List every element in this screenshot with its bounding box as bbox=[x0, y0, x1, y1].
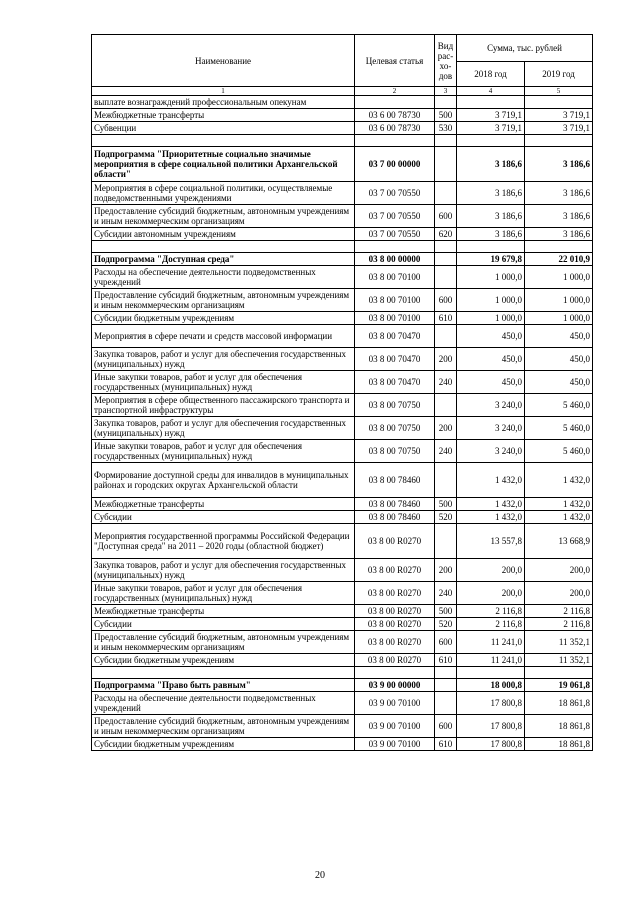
cell-sum-2018: 450,0 bbox=[457, 371, 525, 394]
cell-name: Предоставление субсидий бюджетным, автономным учреждениям и иным некоммерческим организациям bbox=[92, 631, 355, 654]
cell-sum-2018: 3 186,6 bbox=[457, 147, 525, 182]
cell-sum-2018: 17 800,8 bbox=[457, 692, 525, 715]
cell-expense-type: 500 bbox=[435, 605, 457, 618]
cell-sum-2019: 11 352,1 bbox=[525, 654, 593, 667]
cell-target-code: 03 9 00 70100 bbox=[355, 715, 435, 738]
cell-name: Иные закупки товаров, работ и услуг для обеспечения государственных (муниципальных) нужд bbox=[92, 582, 355, 605]
table-row bbox=[92, 122, 593, 135]
cell-target-code: 03 6 00 78730 bbox=[355, 122, 435, 135]
cell-sum-2018: 1 000,0 bbox=[457, 289, 525, 312]
table-row bbox=[92, 312, 593, 325]
cell-target-code: 03 8 00 78460 bbox=[355, 511, 435, 524]
cell-name: Предоставление субсидий бюджетным, автономным учреждениям и иным некоммерческим организациям bbox=[92, 715, 355, 738]
cell-expense-type: 240 bbox=[435, 440, 457, 463]
cell-sum-2018: 1 432,0 bbox=[457, 498, 525, 511]
column-number: 4 bbox=[457, 87, 525, 96]
cell-expense-type bbox=[435, 325, 457, 348]
cell-name: Межбюджетные трансферты bbox=[92, 605, 355, 618]
cell-sum-2018: 3 240,0 bbox=[457, 440, 525, 463]
cell-name: Подпрограмма "Приоритетные социально значимые мероприятия в сфере социальной политики Архангельской области" bbox=[92, 147, 355, 182]
cell-target-code: 03 8 00 70470 bbox=[355, 348, 435, 371]
table-row bbox=[92, 394, 593, 417]
column-number: 1 bbox=[92, 87, 355, 96]
table-row bbox=[92, 417, 593, 440]
cell-target-code: 03 8 00 R0270 bbox=[355, 605, 435, 618]
cell-target-code: 03 8 00 78460 bbox=[355, 463, 435, 498]
column-number: 5 bbox=[525, 87, 593, 96]
cell-name: Формирование доступной среды для инвалидов в муниципальных районах и городских округах Архангельской области bbox=[92, 463, 355, 498]
cell-sum-2018 bbox=[457, 96, 525, 109]
cell-expense-type bbox=[435, 679, 457, 692]
cell-name: Закупка товаров, работ и услуг для обеспечения государственных (муниципальных) нужд bbox=[92, 348, 355, 371]
cell-name: Предоставление субсидий бюджетным, автономным учреждениям и иным некоммерческим организациям bbox=[92, 289, 355, 312]
cell-expense-type bbox=[435, 182, 457, 205]
cell-sum-2018: 3 240,0 bbox=[457, 394, 525, 417]
cell-expense-type: 200 bbox=[435, 417, 457, 440]
cell-name: Мероприятия в сфере печати и средств массовой информации bbox=[92, 325, 355, 348]
table-row bbox=[92, 511, 593, 524]
header-vid: Вид рас- хо- дов bbox=[435, 35, 457, 87]
cell-name: Подпрограмма "Право быть равным" bbox=[92, 679, 355, 692]
cell-sum-2018: 200,0 bbox=[457, 559, 525, 582]
table-row bbox=[92, 605, 593, 618]
cell-target-code: 03 8 00 R0270 bbox=[355, 631, 435, 654]
cell-expense-type bbox=[435, 147, 457, 182]
table-row bbox=[92, 182, 593, 205]
empty-cell bbox=[355, 241, 435, 253]
cell-expense-type bbox=[435, 524, 457, 559]
empty-cell bbox=[435, 667, 457, 679]
subprogram-row bbox=[92, 253, 593, 266]
cell-sum-2018: 1 432,0 bbox=[457, 511, 525, 524]
cell-target-code: 03 9 00 00000 bbox=[355, 679, 435, 692]
cell-sum-2019: 5 460,0 bbox=[525, 417, 593, 440]
cell-expense-type: 200 bbox=[435, 559, 457, 582]
cell-sum-2019 bbox=[525, 96, 593, 109]
header-code: Целевая статья bbox=[355, 35, 435, 87]
cell-sum-2019: 200,0 bbox=[525, 582, 593, 605]
cell-name: Субсидии автономным учреждениям bbox=[92, 228, 355, 241]
cell-target-code bbox=[355, 96, 435, 109]
cell-sum-2019: 19 061,8 bbox=[525, 679, 593, 692]
header-name: Наименование bbox=[92, 35, 355, 87]
table-row bbox=[92, 524, 593, 559]
table-row bbox=[92, 228, 593, 241]
cell-sum-2018: 450,0 bbox=[457, 325, 525, 348]
cell-expense-type bbox=[435, 253, 457, 266]
table-row bbox=[92, 348, 593, 371]
budget-table bbox=[91, 34, 593, 751]
cell-sum-2019: 2 116,8 bbox=[525, 618, 593, 631]
cell-name: выплате вознаграждений профессиональным опекунам bbox=[92, 96, 355, 109]
cell-sum-2018: 3 719,1 bbox=[457, 109, 525, 122]
cell-target-code: 03 8 00 70100 bbox=[355, 266, 435, 289]
cell-name: Расходы на обеспечение деятельности подведомственных учреждений bbox=[92, 266, 355, 289]
cell-sum-2018: 13 557,8 bbox=[457, 524, 525, 559]
cell-expense-type: 520 bbox=[435, 618, 457, 631]
cell-sum-2018: 3 186,6 bbox=[457, 182, 525, 205]
empty-cell bbox=[457, 241, 525, 253]
cell-sum-2018: 3 719,1 bbox=[457, 122, 525, 135]
cell-name: Закупка товаров, работ и услуг для обеспечения государственных (муниципальных) нужд bbox=[92, 559, 355, 582]
column-numbers-row bbox=[92, 87, 593, 96]
table-row bbox=[92, 96, 593, 109]
empty-cell bbox=[525, 135, 593, 147]
cell-sum-2018: 3 240,0 bbox=[457, 417, 525, 440]
spacer-row bbox=[92, 135, 593, 147]
cell-expense-type bbox=[435, 96, 457, 109]
cell-sum-2019: 2 116,8 bbox=[525, 605, 593, 618]
subprogram-row bbox=[92, 679, 593, 692]
cell-target-code: 03 8 00 70100 bbox=[355, 312, 435, 325]
table-row bbox=[92, 654, 593, 667]
empty-cell bbox=[92, 667, 355, 679]
cell-expense-type: 240 bbox=[435, 371, 457, 394]
column-number: 2 bbox=[355, 87, 435, 96]
table-row bbox=[92, 582, 593, 605]
cell-sum-2019: 200,0 bbox=[525, 559, 593, 582]
cell-target-code: 03 8 00 78460 bbox=[355, 498, 435, 511]
cell-sum-2018: 11 241,0 bbox=[457, 654, 525, 667]
cell-target-code: 03 8 00 70470 bbox=[355, 371, 435, 394]
cell-expense-type: 600 bbox=[435, 289, 457, 312]
table-row bbox=[92, 109, 593, 122]
page-number: 20 bbox=[315, 870, 325, 881]
cell-name: Субсидии бюджетным учреждениям bbox=[92, 738, 355, 751]
table-row bbox=[92, 440, 593, 463]
table-row bbox=[92, 631, 593, 654]
empty-cell bbox=[457, 667, 525, 679]
cell-sum-2019: 450,0 bbox=[525, 348, 593, 371]
cell-sum-2018: 1 000,0 bbox=[457, 266, 525, 289]
cell-sum-2018: 2 116,8 bbox=[457, 605, 525, 618]
table-row bbox=[92, 738, 593, 751]
cell-sum-2018: 19 679,8 bbox=[457, 253, 525, 266]
cell-name: Межбюджетные трансферты bbox=[92, 109, 355, 122]
table-row bbox=[92, 498, 593, 511]
cell-name: Иные закупки товаров, работ и услуг для обеспечения государственных (муниципальных) нужд bbox=[92, 440, 355, 463]
cell-sum-2019: 5 460,0 bbox=[525, 394, 593, 417]
cell-target-code: 03 7 00 70550 bbox=[355, 228, 435, 241]
cell-sum-2019: 450,0 bbox=[525, 371, 593, 394]
cell-sum-2018: 200,0 bbox=[457, 582, 525, 605]
spacer-row bbox=[92, 667, 593, 679]
cell-target-code: 03 7 00 70550 bbox=[355, 182, 435, 205]
cell-expense-type: 240 bbox=[435, 582, 457, 605]
empty-cell bbox=[457, 135, 525, 147]
cell-expense-type: 610 bbox=[435, 738, 457, 751]
cell-sum-2019: 18 861,8 bbox=[525, 692, 593, 715]
cell-target-code: 03 8 00 70750 bbox=[355, 440, 435, 463]
empty-cell bbox=[355, 135, 435, 147]
cell-sum-2019: 3 186,6 bbox=[525, 147, 593, 182]
cell-target-code: 03 8 00 R0270 bbox=[355, 524, 435, 559]
cell-sum-2019: 1 432,0 bbox=[525, 498, 593, 511]
cell-target-code: 03 9 00 70100 bbox=[355, 692, 435, 715]
cell-sum-2019: 5 460,0 bbox=[525, 440, 593, 463]
table-row bbox=[92, 618, 593, 631]
cell-sum-2018: 3 186,6 bbox=[457, 228, 525, 241]
table-row bbox=[92, 289, 593, 312]
cell-expense-type: 520 bbox=[435, 511, 457, 524]
cell-target-code: 03 8 00 R0270 bbox=[355, 582, 435, 605]
cell-name: Закупка товаров, работ и услуг для обеспечения государственных (муниципальных) нужд bbox=[92, 417, 355, 440]
empty-cell bbox=[435, 135, 457, 147]
header-year-2018: 2018 год bbox=[457, 62, 525, 87]
table-header-row bbox=[92, 35, 593, 62]
cell-target-code: 03 6 00 78730 bbox=[355, 109, 435, 122]
cell-target-code: 03 8 00 70470 bbox=[355, 325, 435, 348]
cell-sum-2018: 11 241,0 bbox=[457, 631, 525, 654]
cell-name: Субсидии bbox=[92, 618, 355, 631]
cell-sum-2018: 1 432,0 bbox=[457, 463, 525, 498]
cell-target-code: 03 8 00 R0270 bbox=[355, 559, 435, 582]
cell-name: Субсидии бюджетным учреждениям bbox=[92, 654, 355, 667]
cell-name: Расходы на обеспечение деятельности подведомственных учреждений bbox=[92, 692, 355, 715]
cell-expense-type bbox=[435, 394, 457, 417]
cell-expense-type: 500 bbox=[435, 109, 457, 122]
cell-expense-type bbox=[435, 692, 457, 715]
cell-expense-type: 500 bbox=[435, 498, 457, 511]
empty-cell bbox=[435, 241, 457, 253]
cell-name: Субвенции bbox=[92, 122, 355, 135]
column-number: 3 bbox=[435, 87, 457, 96]
cell-target-code: 03 8 00 R0270 bbox=[355, 618, 435, 631]
cell-sum-2018: 17 800,8 bbox=[457, 715, 525, 738]
cell-target-code: 03 7 00 00000 bbox=[355, 147, 435, 182]
table-row bbox=[92, 371, 593, 394]
cell-target-code: 03 8 00 70100 bbox=[355, 289, 435, 312]
cell-name: Иные закупки товаров, работ и услуг для обеспечения государственных (муниципальных) нужд bbox=[92, 371, 355, 394]
cell-sum-2018: 17 800,8 bbox=[457, 738, 525, 751]
empty-cell bbox=[525, 667, 593, 679]
subprogram-row bbox=[92, 147, 593, 182]
cell-sum-2019: 450,0 bbox=[525, 325, 593, 348]
cell-sum-2019: 3 719,1 bbox=[525, 122, 593, 135]
cell-target-code: 03 8 00 70750 bbox=[355, 394, 435, 417]
cell-expense-type: 200 bbox=[435, 348, 457, 371]
cell-target-code: 03 8 00 00000 bbox=[355, 253, 435, 266]
cell-sum-2019: 22 010,9 bbox=[525, 253, 593, 266]
cell-target-code: 03 8 00 R0270 bbox=[355, 654, 435, 667]
empty-cell bbox=[92, 135, 355, 147]
cell-expense-type: 620 bbox=[435, 228, 457, 241]
cell-sum-2019: 18 861,8 bbox=[525, 738, 593, 751]
header-sum: Сумма, тыс. рублей bbox=[457, 35, 593, 62]
table-row bbox=[92, 325, 593, 348]
cell-expense-type: 610 bbox=[435, 654, 457, 667]
cell-name: Межбюджетные трансферты bbox=[92, 498, 355, 511]
empty-cell bbox=[92, 241, 355, 253]
cell-sum-2019: 3 186,6 bbox=[525, 182, 593, 205]
cell-sum-2019: 1 432,0 bbox=[525, 463, 593, 498]
cell-expense-type: 600 bbox=[435, 205, 457, 228]
cell-sum-2019: 1 000,0 bbox=[525, 312, 593, 325]
cell-expense-type: 530 bbox=[435, 122, 457, 135]
cell-target-code: 03 7 00 70550 bbox=[355, 205, 435, 228]
cell-sum-2019: 18 861,8 bbox=[525, 715, 593, 738]
cell-expense-type: 600 bbox=[435, 715, 457, 738]
cell-name: Мероприятия государственной программы Российской Федерации "Доступная среда" на 2011 – 2020 годы (областной бюджет) bbox=[92, 524, 355, 559]
cell-target-code: 03 9 00 70100 bbox=[355, 738, 435, 751]
cell-sum-2019: 1 000,0 bbox=[525, 266, 593, 289]
empty-cell bbox=[355, 667, 435, 679]
cell-sum-2019: 13 668,9 bbox=[525, 524, 593, 559]
table-row bbox=[92, 559, 593, 582]
cell-name: Мероприятия в сфере общественного пассажирского транспорта и транспортной инфраструктуры bbox=[92, 394, 355, 417]
cell-sum-2019: 3 719,1 bbox=[525, 109, 593, 122]
cell-name: Подпрограмма "Доступная среда" bbox=[92, 253, 355, 266]
cell-sum-2019: 1 000,0 bbox=[525, 289, 593, 312]
table-row bbox=[92, 692, 593, 715]
cell-sum-2018: 18 000,8 bbox=[457, 679, 525, 692]
cell-sum-2018: 3 186,6 bbox=[457, 205, 525, 228]
table-row bbox=[92, 205, 593, 228]
cell-name: Предоставление субсидий бюджетным, автономным учреждениям и иным некоммерческим организациям bbox=[92, 205, 355, 228]
cell-name: Мероприятия в сфере социальной политики, осуществляемые подведомственными учреждениями bbox=[92, 182, 355, 205]
table-row bbox=[92, 715, 593, 738]
cell-sum-2019: 1 432,0 bbox=[525, 511, 593, 524]
spacer-row bbox=[92, 241, 593, 253]
cell-name: Субсидии bbox=[92, 511, 355, 524]
cell-expense-type bbox=[435, 266, 457, 289]
cell-sum-2019: 3 186,6 bbox=[525, 228, 593, 241]
cell-name: Субсидии бюджетным учреждениям bbox=[92, 312, 355, 325]
cell-sum-2019: 11 352,1 bbox=[525, 631, 593, 654]
table-row bbox=[92, 266, 593, 289]
cell-sum-2018: 2 116,8 bbox=[457, 618, 525, 631]
cell-sum-2018: 450,0 bbox=[457, 348, 525, 371]
cell-sum-2018: 1 000,0 bbox=[457, 312, 525, 325]
cell-expense-type: 610 bbox=[435, 312, 457, 325]
cell-expense-type bbox=[435, 463, 457, 498]
table-row bbox=[92, 463, 593, 498]
cell-expense-type: 600 bbox=[435, 631, 457, 654]
cell-sum-2019: 3 186,6 bbox=[525, 205, 593, 228]
cell-target-code: 03 8 00 70750 bbox=[355, 417, 435, 440]
header-year-2019: 2019 год bbox=[525, 62, 593, 87]
empty-cell bbox=[525, 241, 593, 253]
